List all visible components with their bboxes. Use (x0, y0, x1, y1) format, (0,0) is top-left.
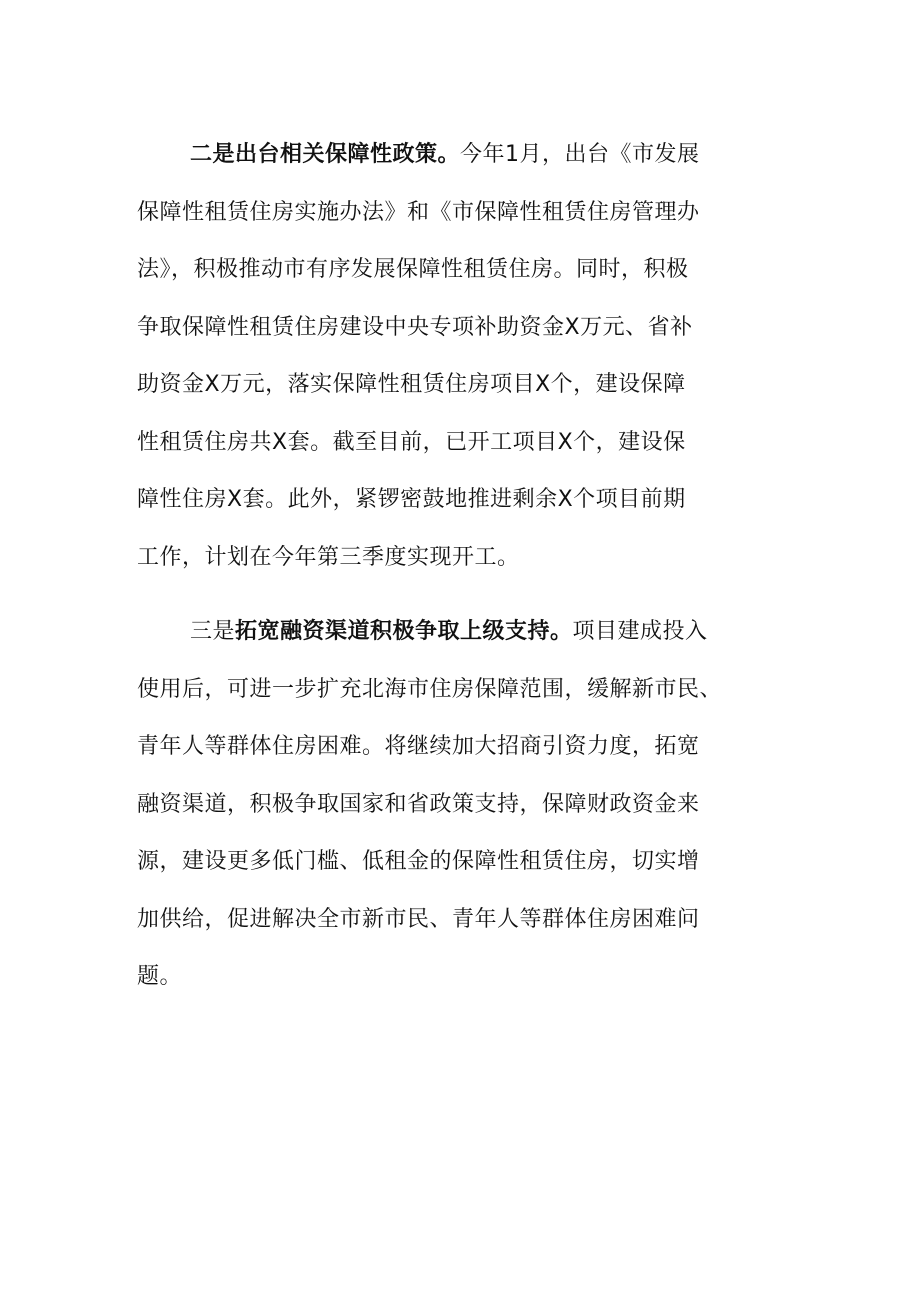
paragraph-text: 源，建设更多低门槛、低租金的保障性租赁住房，切实增 (137, 849, 700, 874)
paragraph-line (137, 718, 797, 776)
paragraph-line (137, 661, 797, 719)
paragraph-text: 加供给，促进解决全市新市民、青年人等群体住房困难问 (137, 906, 700, 932)
paragraph-policy (137, 126, 797, 586)
paragraph-line (137, 529, 797, 587)
paragraph-text: 融资渠道，积极争取国家和省政策支持，保障财政资金来 (137, 791, 700, 817)
paragraph-lead-heading: 二是出台相关保障性政策。 (190, 142, 461, 167)
paragraph-lead-heading: 拓宽融资渠道积极争取上级支持。 (235, 619, 573, 644)
paragraph-text: 今年1月，出台《市发展 (460, 142, 700, 167)
paragraph-line (137, 471, 797, 529)
paragraph-text: 青年人等群体住房困难。将继续加大招商引资力度，拓宽 (137, 734, 700, 759)
paragraph-text: 争取保障性租赁住房建设中央专项补助资金X万元、省补 (137, 314, 693, 340)
paragraph-financing (137, 603, 797, 1006)
paragraph-line (137, 891, 797, 949)
paragraph-line (137, 414, 797, 472)
paragraph-text: 法》，积极推动市有序发展保障性租赁住房。同时，积极 (137, 257, 689, 282)
paragraph-line (137, 833, 797, 891)
paragraph-line (137, 776, 797, 834)
paragraph-lead-prefix: 三是 (190, 619, 236, 644)
paragraph-line (137, 184, 797, 242)
paragraph-text: 项目建成投入 (572, 619, 708, 644)
paragraph-line (137, 948, 797, 1006)
paragraph-text: 性租赁住房共X套。截至目前，已开工项目X个，建设保 (137, 429, 686, 455)
paragraph-line (137, 356, 797, 414)
paragraph-text: 障性住房X套。此外，紧锣密鼓地推进剩余X个项目前期 (137, 487, 686, 512)
paragraph-line (137, 126, 797, 184)
paragraph-line (137, 603, 797, 661)
paragraph-text: 保障性租赁住房实施办法》和《市保障性租赁住房管理办 (137, 199, 700, 225)
paragraph-text: 使用后，可进一步扩充北海市住房保障范围，缓解新市民、 (137, 676, 723, 702)
paragraph-line (137, 299, 797, 357)
paragraph-text: 题。 (137, 964, 183, 989)
paragraph-text: 助资金X万元，落实保障性租赁住房项目X个，建设保障 (137, 372, 686, 397)
paragraph-line (137, 241, 797, 299)
paragraph-text: 工作，计划在今年第三季度实现开工。 (137, 544, 520, 570)
